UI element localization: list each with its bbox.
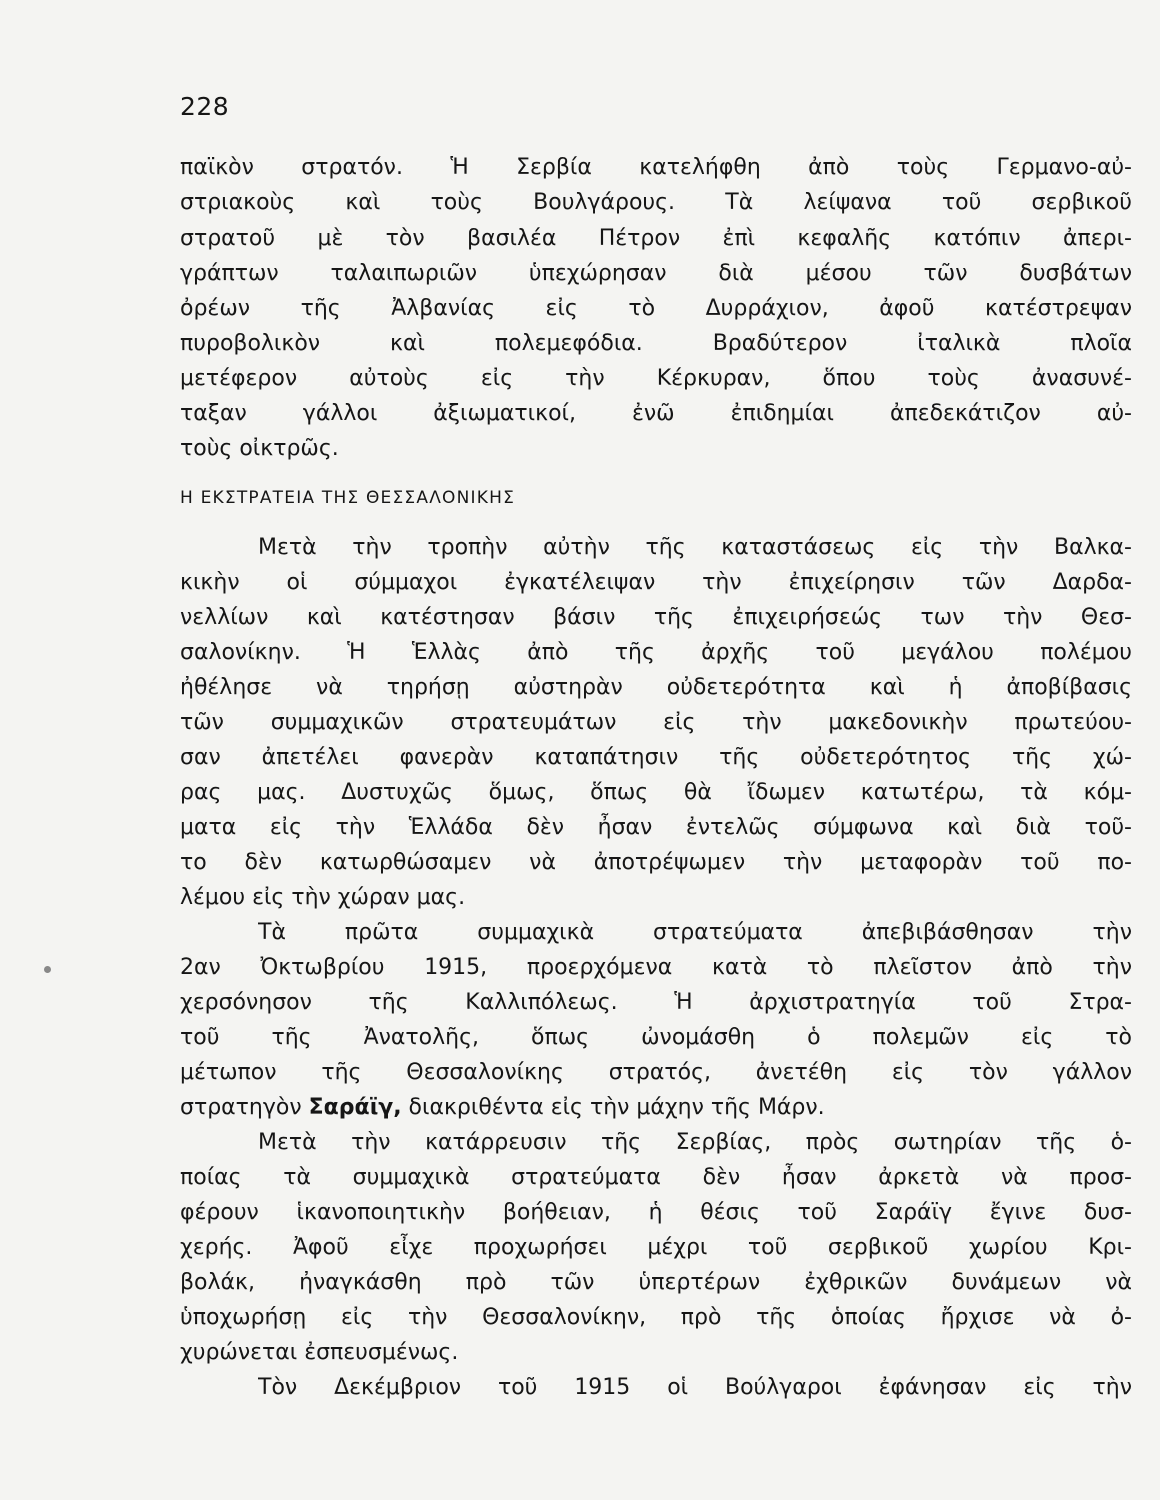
text-line [180, 1093, 1132, 1123]
text-line: χερσόνησον τῆς Καλλιπόλεως. Ἡ ἀρχιστρατηγία τοῦ Στρα- [180, 990, 1132, 1015]
text-line: ματα εἰς τὴν Ἑλλάδα δὲν ἦσαν ἐντελῶς σύμφωνα καὶ διὰ τοῦ- [180, 815, 1132, 840]
text-line: γράπτων ταλαιπωριῶν ὑπεχώρησαν διὰ μέσου τῶν δυσβάτων [180, 261, 1132, 286]
text-line: λέμου εἰς τὴν χώραν μας. [180, 885, 466, 910]
text-line: μέτωπον τῆς Θεσσαλονίκης στρατός, ἀνετέθη εἰς τὸν γάλλον [180, 1060, 1132, 1085]
scan-speck [44, 966, 51, 973]
text-line: Μετὰ τὴν τροπὴν αὐτὴν τῆς καταστάσεως εἰς τὴν Βαλκα- [258, 535, 1132, 560]
bold-name: Σαράϊγ, [308, 1095, 402, 1120]
text-fragment: διακριθέντα εἰς τὴν μάχην τῆς Μάρν. [408, 1095, 825, 1120]
text-line: σαν ἀπετέλει φανερὰν καταπάτησιν τῆς οὐδετερότητος τῆς χώ- [180, 745, 1132, 770]
text-line: χερής. Ἀφοῦ εἶχε προχωρήσει μέχρι τοῦ σερβικοῦ χωρίου Κρι- [180, 1235, 1132, 1260]
text-line: νελλίων καὶ κατέστησαν βάσιν τῆς ἐπιχειρήσεώς των τὴν Θεσ- [180, 605, 1132, 630]
text-line: χυρώνεται ἐσπευσμένως. [180, 1340, 459, 1365]
text-line: κικὴν οἱ σύμμαχοι ἐγκατέλειψαν τὴν ἐπιχείρησιν τῶν Δαρδα- [180, 570, 1132, 595]
text-line: μετέφερον αὐτοὺς εἰς τὴν Κέρκυραν, ὅπου τοὺς ἀνασυνέ- [180, 366, 1132, 391]
text-line: πυροβολικὸν καὶ πολεμεφόδια. Βραδύτερον ἰταλικὰ πλοῖα [180, 331, 1132, 356]
text-line: Μετὰ τὴν κατάρρευσιν τῆς Σερβίας, πρὸς σωτηρίαν τῆς ὁ- [258, 1130, 1132, 1155]
text-line: το δὲν κατωρθώσαμεν νὰ ἀποτρέψωμεν τὴν μεταφορὰν τοῦ πο- [180, 850, 1132, 875]
text-line: ὑποχωρήσῃ εἰς τὴν Θεσσαλονίκην, πρὸ τῆς ὁποίας ἤρχισε νὰ ὀ- [180, 1305, 1132, 1330]
text-line: στριακοὺς καὶ τοὺς Βουλγάρους. Τὰ λείψανα τοῦ σερβικοῦ [180, 190, 1132, 215]
text-line: παϊκὸν στρατόν. Ἡ Σερβία κατελήφθη ἀπὸ τοὺς Γερμανο-αὐ- [180, 155, 1132, 180]
text-line: ταξαν γάλλοι ἀξιωματικοί, ἐνῶ ἐπιδημίαι ἀπεδεκάτιζον αὐ- [180, 401, 1132, 426]
text-fragment: στρατηγὸν [180, 1095, 302, 1120]
text-line: ποίας τὰ συμμαχικὰ στρατεύματα δὲν ἦσαν ἀρκετὰ νὰ προσ- [180, 1165, 1132, 1190]
text-line: ὀρέων τῆς Ἀλβανίας εἰς τὸ Δυρράχιον, ἀφοῦ κατέστρεψαν [180, 296, 1132, 321]
text-line: Τὰ πρῶτα συμμαχικὰ στρατεύματα ἀπεβιβάσθησαν τὴν [258, 920, 1132, 945]
text-line: βολάκ, ἠναγκάσθη πρὸ τῶν ὑπερτέρων ἐχθρικῶν δυνάμεων νὰ [180, 1270, 1132, 1295]
text-line: τῶν συμμαχικῶν στρατευμάτων εἰς τὴν μακεδονικὴν πρωτεύου- [180, 710, 1132, 735]
text-line: ρας μας. Δυστυχῶς ὅμως, ὅπως θὰ ἴδωμεν κατωτέρω, τὰ κόμ- [180, 780, 1132, 805]
text-line: 2αν Ὀκτωβρίου 1915, προερχόμενα κατὰ τὸ πλεῖστον ἀπὸ τὴν [180, 955, 1132, 980]
text-line: σαλονίκην. Ἡ Ἑλλὰς ἀπὸ τῆς ἀρχῆς τοῦ μεγάλου πολέμου [180, 640, 1132, 665]
text-line: ἠθέλησε νὰ τηρήσῃ αὐστηρὰν οὐδετερότητα καὶ ἡ ἀποβίβασις [180, 675, 1132, 700]
text-line: φέρουν ἱκανοποιητικὴν βοήθειαν, ἡ θέσις τοῦ Σαράϊγ ἔγινε δυσ- [180, 1200, 1132, 1225]
page-number: 228 [180, 92, 230, 121]
text-line: τοὺς οἰκτρῶς. [180, 436, 339, 461]
text-line: τοῦ τῆς Ἀνατολῆς, ὅπως ὠνομάσθη ὁ πολεμῶν εἰς τὸ [180, 1025, 1132, 1050]
text-line: Τὸν Δεκέμβριον τοῦ 1915 οἱ Βούλγαροι ἐφάνησαν εἰς τὴν [258, 1375, 1132, 1400]
section-heading: Η ΕΚΣΤΡΑΤΕΙΑ ΤΗΣ ΘΕΣΣΑΛΟΝΙΚΗΣ [180, 488, 516, 508]
text-line: στρατοῦ μὲ τὸν βασιλέα Πέτρον ἐπὶ κεφαλῆς κατόπιν ἀπερι- [180, 226, 1132, 251]
